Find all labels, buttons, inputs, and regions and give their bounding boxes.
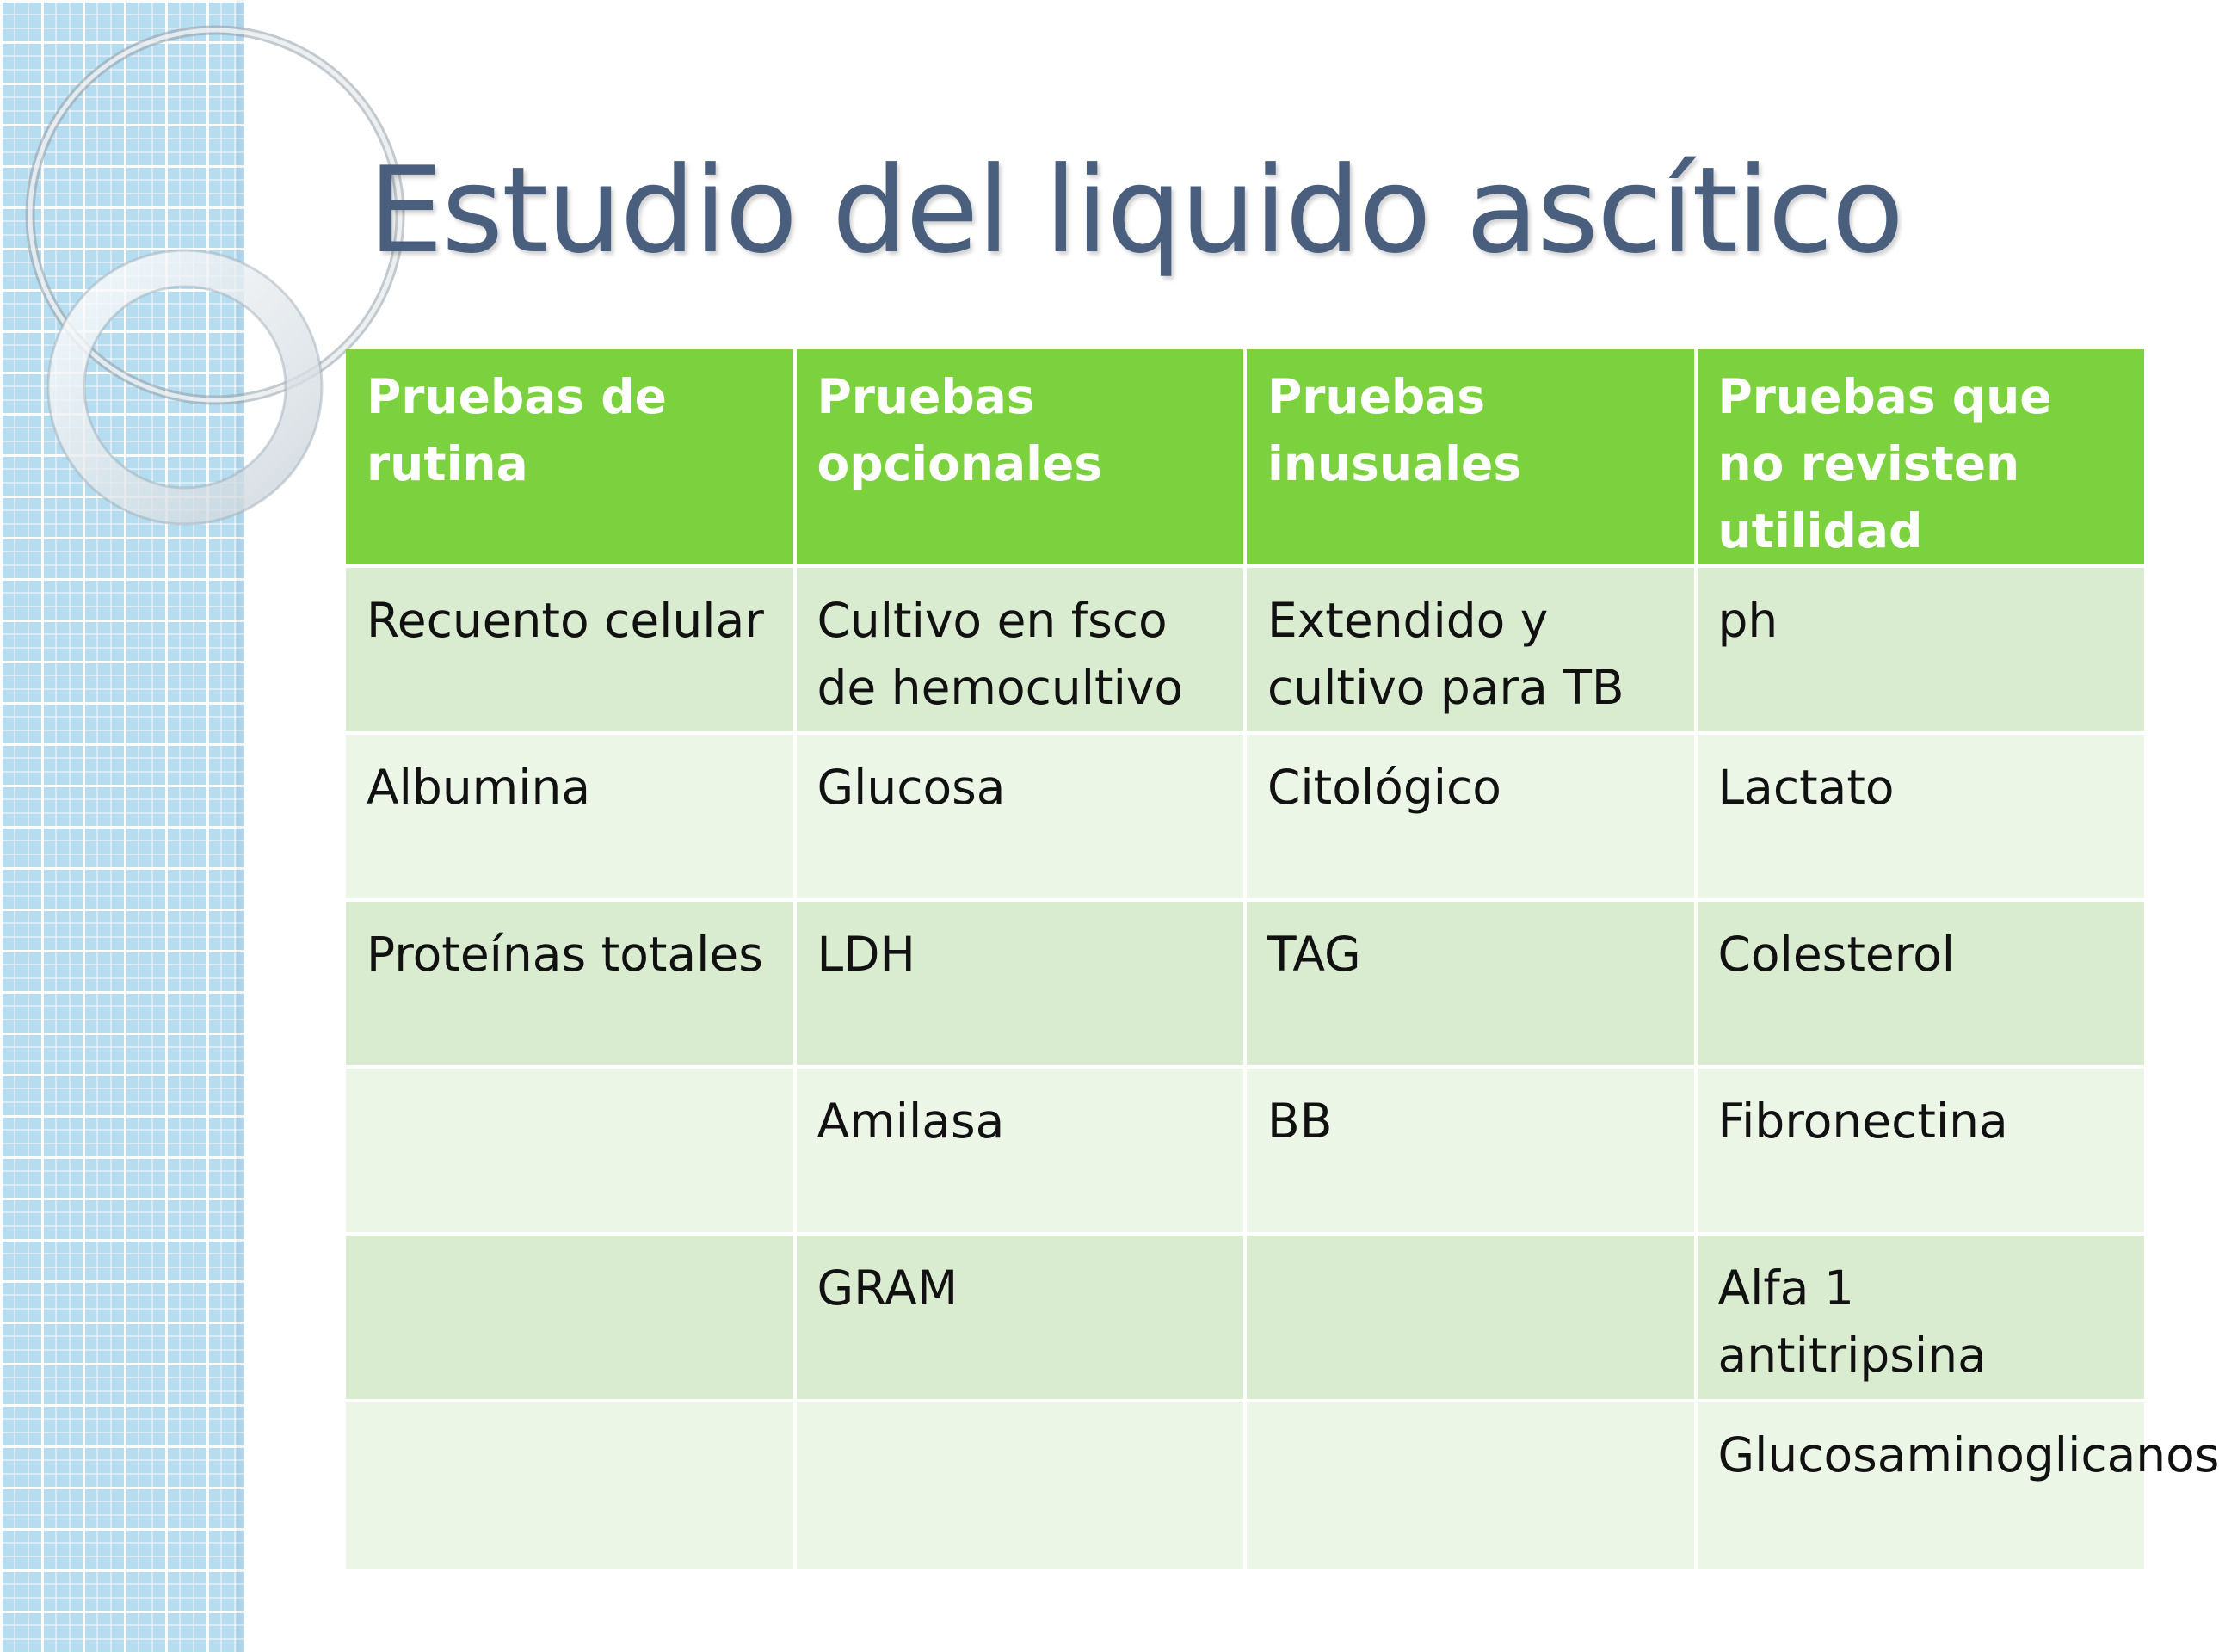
table-header-row bbox=[346, 349, 2144, 564]
table-cell: ph bbox=[1698, 568, 2145, 731]
table-cell: BB bbox=[1247, 1069, 1694, 1232]
table-cell: Lactato bbox=[1698, 735, 2145, 898]
table-cell bbox=[346, 1402, 793, 1569]
table-cell bbox=[346, 1069, 793, 1232]
decorative-rings-icon bbox=[0, 0, 250, 551]
table-row bbox=[346, 1236, 2144, 1399]
table-cell: Colesterol bbox=[1698, 902, 2145, 1065]
header-cell-unusual: Pruebas inusuales bbox=[1247, 349, 1694, 564]
table-cell: Citológico bbox=[1247, 735, 1694, 898]
header-cell-not-useful: Pruebas que no revisten utilidad bbox=[1698, 349, 2145, 564]
table-row bbox=[346, 902, 2144, 1065]
table-cell bbox=[1247, 1402, 1694, 1569]
table-cell: GRAM bbox=[797, 1236, 1244, 1399]
table-cell: Albumina bbox=[346, 735, 793, 898]
header-cell-optional: Pruebas opcionales bbox=[797, 349, 1244, 564]
table-cell bbox=[797, 1402, 1244, 1569]
table-cell: Proteínas totales bbox=[346, 902, 793, 1065]
table-cell: LDH bbox=[797, 902, 1244, 1065]
header-cell-routine: Pruebas de rutina bbox=[346, 349, 793, 564]
table-cell: Alfa 1 antitripsina bbox=[1698, 1236, 2145, 1399]
table-row bbox=[346, 1402, 2144, 1569]
table-cell: TAG bbox=[1247, 902, 1694, 1065]
table-cell: Extendido y cultivo para TB bbox=[1247, 568, 1694, 731]
tests-table bbox=[342, 346, 2219, 1573]
table-row bbox=[346, 1069, 2144, 1232]
table-row bbox=[346, 735, 2144, 898]
table-cell: Cultivo en fsco de hemocultivo bbox=[797, 568, 1244, 731]
table-cell bbox=[346, 1236, 793, 1399]
slide-title: Estudio del liquido ascítico bbox=[368, 141, 1903, 280]
table-cell: Glucosaminoglicanos bbox=[1698, 1402, 2145, 1569]
table-cell bbox=[1247, 1236, 1694, 1399]
table-cell: Fibronectina bbox=[1698, 1069, 2145, 1232]
table-cell: Amilasa bbox=[797, 1069, 1244, 1232]
table-cell: Recuento celular bbox=[346, 568, 793, 731]
table-row bbox=[346, 568, 2144, 731]
table-cell: Glucosa bbox=[797, 735, 1244, 898]
